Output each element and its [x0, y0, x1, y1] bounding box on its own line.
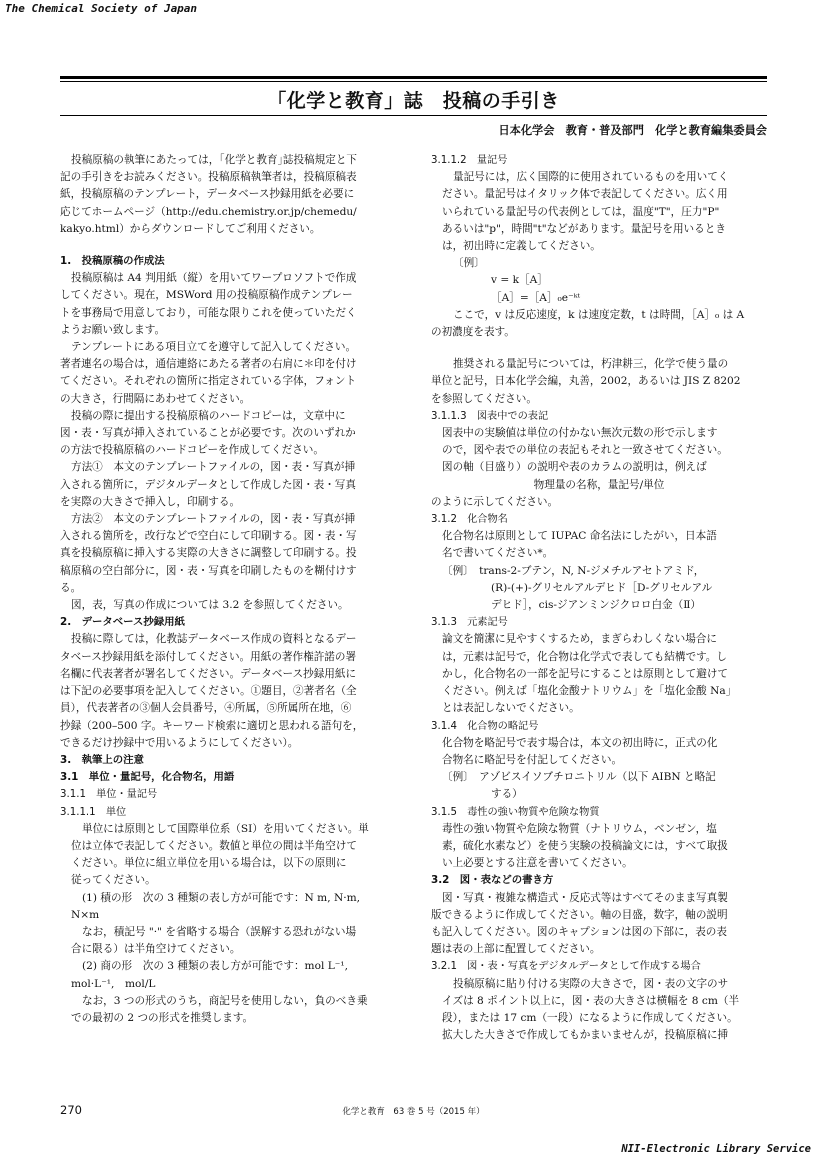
section-heading: 1. 投稿原稿の作成法	[60, 255, 165, 268]
top-rule	[60, 76, 767, 79]
paragraph-line: は，初出時に定義してください。	[442, 240, 601, 253]
paragraph-line: タベース抄録用紙を添付してください。用紙の著作権許諾の署	[60, 650, 357, 663]
paragraph-line: 投稿に際しては，化教誌データベース作成の資料となるデー	[71, 633, 357, 646]
paragraph-line: 合物名に略記号を付記してください。	[442, 753, 623, 766]
paragraph-line: 従ってください。	[71, 874, 156, 887]
paragraph-line: 合に限る）は半角空けてください。	[71, 943, 241, 956]
paragraph-line: (2) 商の形 次の 3 種類の表し方が可能です：mol L⁻¹,	[82, 960, 348, 973]
site-header: The Chemical Society of Japan	[5, 2, 198, 15]
paragraph-line: は，元素は記号で，化合物は化学式で表しても結構です。し	[442, 650, 727, 663]
paragraph-line: てください。それぞれの箇所に指定されている字体，フォント	[60, 375, 357, 388]
equation: ［A］=［A］₀e⁻ᵏᵗ	[491, 291, 581, 304]
subsection-heading: 3.1.3 元素記号	[431, 617, 508, 629]
right-column	[431, 152, 767, 1044]
paragraph-line: N×m	[71, 908, 100, 921]
paragraph-line: 紙，投稿原稿のテンプレート，データベース抄録用紙を必要に	[60, 188, 355, 201]
example-line: 〔例〕 アゾビスイソブチロニトリル（以下 AIBN と略記	[442, 771, 716, 784]
paragraph-line: 図の軸（目盛り）の説明や表のカラムの説明は，例えば	[442, 461, 707, 474]
paragraph-line: 版できるように作成してください。軸の目盛，数字，軸の説明	[431, 908, 728, 921]
paragraph-line: 名欄に代表著者が署名してください。データベース抄録用紙に	[60, 667, 357, 680]
section-heading: 3. 執筆上の注意	[60, 753, 144, 766]
paragraph-line: 入される箇所を，改行などで空白にして印刷する。図・表・写	[60, 530, 357, 543]
paragraph-line: 応じてホームページ（http://edu.chemistry.or.jp/chemedu/	[60, 205, 357, 218]
paragraph-line: 投稿原稿の執筆にあたっては，｢化学と教育｣誌投稿規定と下	[71, 154, 358, 166]
subsection-heading: 3.2.1 図・表・写真をデジタルデータとして作成する場合	[431, 961, 701, 973]
paragraph-line: 著者連名の場合は，通信連絡にあたる著者の右肩に＊印を付け	[60, 358, 357, 371]
paragraph-line: ください。単位に組立単位を用いる場合は，以下の原則に	[71, 857, 347, 870]
paragraph-line: 方法① 本文のテンプレートファイルの，図・表・写真が挿	[71, 461, 356, 474]
paragraph-line: 単位には原則として国際単位系（SI）を用いてください。単	[82, 822, 369, 835]
paragraph-line: の方法で投稿原稿のハードコピーを作成してください。	[60, 444, 324, 457]
paragraph-line: ここで，v は反応速度，k は速度定数，t は時間，［A］₀ は A	[453, 308, 745, 321]
paragraph-line: 図・表・写真が挿入されていることが必要です。次のいずれか	[60, 427, 356, 440]
paragraph-line: 位は立体で表記してください。数値と単位の間は半角空けて	[71, 839, 358, 852]
paragraph-line: る。	[60, 581, 82, 594]
example-line: デヒド］，cis-ジアンミンジクロロ白金（Ⅱ）	[491, 599, 702, 612]
paragraph-line: 投稿の際に提出する投稿原稿のハードコピーは，文章中に	[71, 409, 346, 422]
paragraph-line: 記の手引きをお読みください。投稿原稿執筆者は，投稿原稿表	[60, 171, 357, 184]
paragraph-line: トを事務局で用意しており，可能な限りこれを使っていただく	[60, 306, 357, 319]
paragraph-line: あるいは"p"，時間"t"などがあります。量記号を用いるとき	[442, 222, 726, 235]
example-line: 〔例〕 trans-2-ブテン，N, N-ジメチルアセトアミド，	[442, 564, 705, 577]
paragraph-line: 名で書いてください*。	[442, 547, 554, 560]
paragraph-line: できるだけ抄録中で用いるようにしてください）。	[60, 736, 299, 749]
paragraph-line: を実際の大きさで挿入し，印刷する。	[60, 495, 241, 508]
paragraph-line: 化合物を略記号で表す場合は，本文の初出時に，正式の化	[442, 736, 718, 749]
paragraph-line: 図，表，写真の作成については 3.2 を参照してください。	[71, 599, 349, 612]
left-column	[60, 152, 396, 1027]
paragraph-line: 拡大した大きさで作成してもかまいませんが，投稿原稿に挿	[442, 1029, 729, 1042]
paragraph-line: とは表記しないでください。	[442, 702, 580, 715]
title-rule	[60, 115, 767, 116]
paragraph-line: 真を投稿原稿に挿入する実際の大きさに調整して印刷する。投	[60, 547, 357, 560]
paragraph-line: 段），または 17 cm（一段）になるように作成してください。	[442, 1011, 738, 1024]
paragraph-line: ください。例えば「塩化金酸ナトリウム」を「塩化金酸 Na」	[442, 685, 737, 698]
paragraph-line: 投稿原稿は A4 判用紙（縦）を用いてワープロソフトで作成	[71, 272, 357, 285]
paragraph-line: 単位と記号，日本化学会編，丸善，2002，あるいは JIS Z 8202	[431, 375, 741, 388]
article-title: 「化学と教育」誌 投稿の手引き	[267, 90, 560, 112]
paragraph-line: なお，3 つの形式のうち，商記号を使用しない，負のべき乗	[82, 994, 368, 1007]
paragraph-line: は下記の必要事項を記入してください。①題目，②著者名（全	[60, 685, 357, 698]
subsection-heading: 3.1.2 化合物名	[431, 514, 508, 526]
paragraph-line: の大きさ，行間隔にあわせてください。	[60, 392, 251, 405]
paragraph-line: での最初の 2 つの形式を推奨します。	[71, 1011, 254, 1024]
example-line: (R)-(+)-グリセルアルデヒド［D-グリセルアル	[491, 581, 713, 594]
paragraph-line: い上必要とする注意を書いてください。	[442, 857, 633, 870]
subsection-heading: 3.1.4 化合物の略記号	[431, 720, 539, 732]
paragraph-line: 素，硫化水素など）を使う実験の投稿論文には，すべて取扱	[442, 839, 728, 852]
paragraph-line: 毒性の強い物質や危険な物質（ナトリウム，ベンゼン，塩	[442, 822, 717, 835]
paragraph-line: 抄録（200–500 字。キーワード検索に適切と思われる語句を，	[60, 719, 364, 732]
paragraph-line: なお，積記号 "·" を省略する場合（誤解する恐れがない場	[82, 925, 357, 938]
paragraph-line: 論文を簡潔に見やすくするため，まぎらわしくない場合に	[442, 633, 718, 646]
example-label: 〔例〕	[453, 257, 485, 270]
paragraph-line: 員），代表著者の③個人会員番号，④所属，⑤所属所在地，⑥	[60, 702, 352, 715]
example-line: する）	[491, 788, 523, 801]
paragraph-line: のように示してください。	[431, 495, 559, 508]
paragraph-line: 入される箇所に，デジタルデータとして作成した図・表・写真	[60, 478, 356, 491]
paragraph-line: 推奨される量記号については，朽津耕三，化学で使う量の	[453, 358, 729, 371]
paragraph-line: イズは 8 ポイント以上に，図・表の大きさは横幅を 8 cm（半	[442, 994, 740, 1007]
top-rule-thin	[60, 81, 767, 82]
paragraph-line: 投稿原稿に貼り付ける実際の大きさで，図・表の文字のサ	[453, 977, 729, 990]
page-number: 270	[60, 1103, 82, 1117]
section-heading: 2. データベース抄録用紙	[60, 616, 185, 629]
paragraph-line: 方法② 本文のテンプレートファイルの，図・表・写真が挿	[71, 513, 356, 526]
paragraph-line: を参照してください。	[431, 392, 537, 405]
paragraph-line: してください。現在，MSWord 用の投稿原稿作成テンプレー	[60, 289, 353, 302]
paragraph-line: 題は表の上部に配置してください。	[431, 943, 601, 956]
paragraph-line: かし，化合物名の一部を記号にすることは原則として避けて	[442, 667, 729, 680]
journal-citation: 化学と教育 63 巻 5 号（2015 年）	[342, 1107, 485, 1117]
subsection-heading: 3.2 図・表などの書き方	[431, 874, 554, 887]
subsection-heading: 3.1.5 毒性の強い物質や危険な物質	[431, 806, 600, 818]
paragraph-line: ださい。量記号はイタリック体で表記してください。広く用	[442, 188, 728, 201]
paragraph-line: 図表中の実験値は単位の付かない無次元数の形で示します	[442, 427, 718, 440]
paragraph-line: も記入してください。図のキャプションは図の下部に，表の表	[431, 925, 727, 938]
subsection-heading: 3.1.1.3 図表中での表記	[431, 410, 549, 422]
paragraph-line: mol·L⁻¹, mol/L	[71, 977, 156, 990]
site-footer: NII-Electronic Library Service	[621, 1143, 811, 1155]
paragraph-line: 稿原稿の空白部分に，図・表・写真を印刷したものを糊付けす	[60, 564, 357, 577]
article-author: 日本化学会 教育・普及部門 化学と教育編集委員会	[498, 124, 767, 137]
paragraph-line: ので，図や表での単位の表記もそれと一致させてください。	[442, 444, 728, 457]
subsection-heading: 3.1.1.1 単位	[60, 806, 127, 818]
subsection-heading: 3.1.1.2 量記号	[431, 155, 508, 166]
paragraph-line: いられている量記号の代表例としては，温度"T"，圧力"P"	[442, 205, 720, 218]
paragraph-line: 図・写真・複雑な構造式・反応式等はすべてそのまま写真製	[442, 891, 728, 904]
paragraph-line: 化合物名は原則として IUPAC 命名法にしたがい，日本語	[442, 530, 717, 543]
axis-label-format: 物理量の名称，量記号/単位	[533, 478, 665, 491]
equation: v = k［A］	[491, 274, 548, 287]
paragraph-line: 量記号には，広く国際的に使用されているものを用いてく	[453, 171, 729, 184]
subsection-heading: 3.1.1 単位・量記号	[60, 789, 158, 801]
subsection-heading: 3.1 単位・量記号，化合物名，用語	[60, 771, 235, 784]
paragraph-line: テンプレートにある項目立てを遵守して記入してください。	[71, 341, 357, 354]
paragraph-line: の初濃度を表す。	[431, 326, 515, 339]
paragraph-line: ようお願い致します。	[60, 323, 166, 336]
paragraph-line: (1) 積の形 次の 3 種類の表し方が可能です：N m, N·m,	[82, 891, 361, 904]
paragraph-line: kakyo.html）からダウンロードしてご利用ください。	[60, 222, 321, 235]
